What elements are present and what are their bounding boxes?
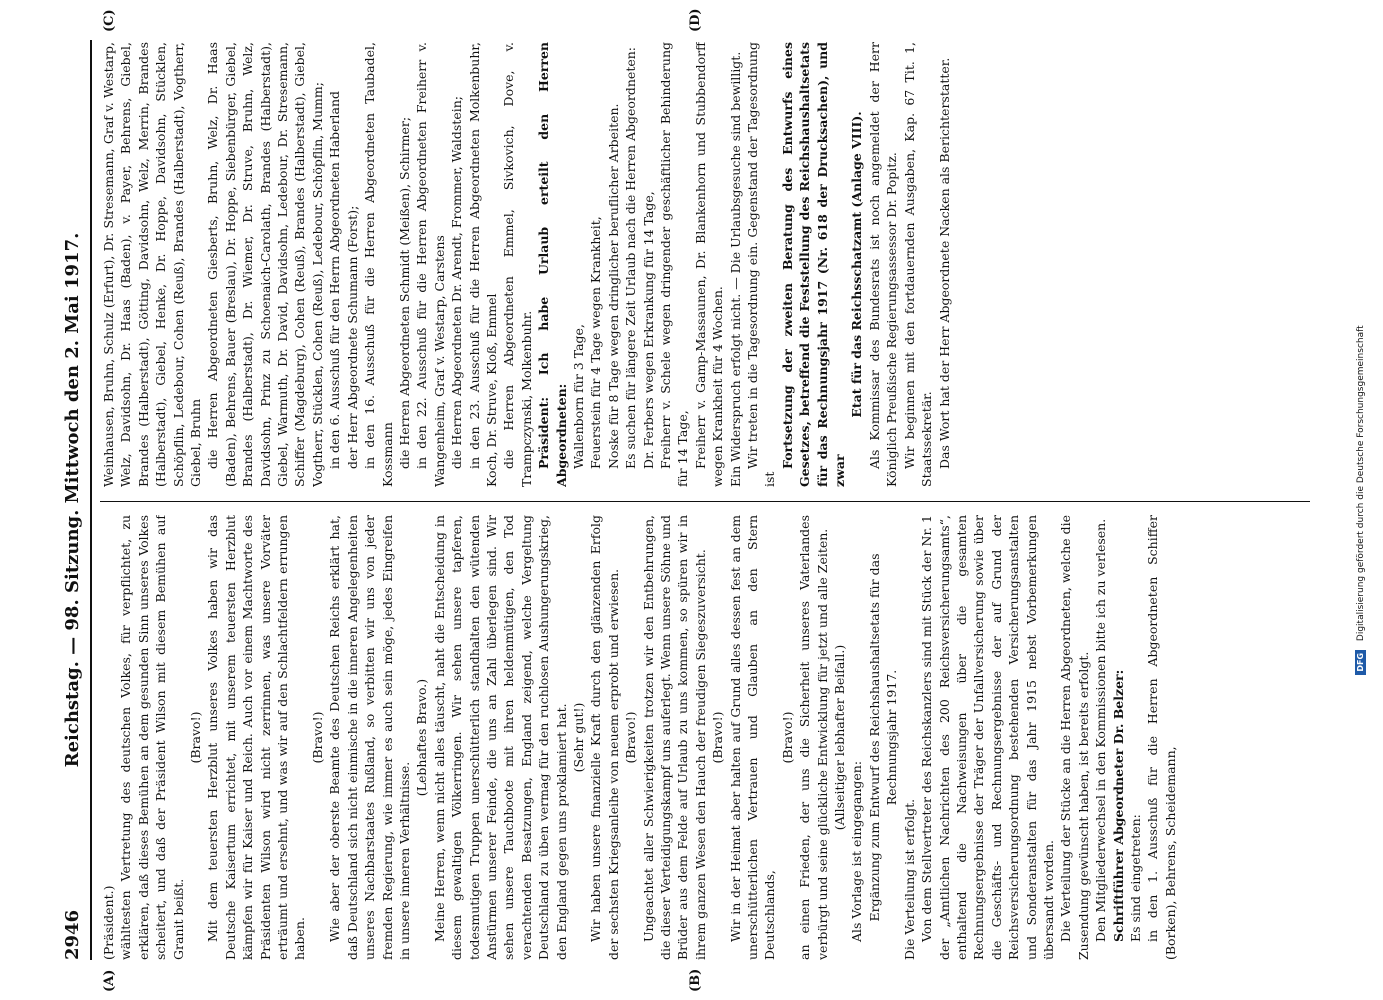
margin-mark-b: (B): [688, 968, 703, 992]
left-column-paragraph: (Bravo!): [779, 711, 795, 764]
right-column-paragraph: Als Kommissar des Bundesrats ist noch angemeldet der Herr Königlich Preußische Regierungsassessor Dr. Popitz.: [866, 42, 900, 487]
left-column-paragraph: (Bravo!): [309, 711, 325, 764]
right-column-paragraph: Präsident: Ich habe Urlaub erteilt den Herren Abgeordneten:: [536, 42, 569, 487]
margin-mark-a: (A): [102, 969, 117, 992]
right-column-paragraph: Weinhausen, Bruhn, Schulz (Erfurt), Dr. Stresemann, Graf v. Westarp, Welz, Davidsohn, Dr. Haas (Baden), v. Payer, Behrens, Giebel, Brandes (Halberstadt), Götting, Davidsohn, Welz, Merrin, Brandes (Halberstadt), Giebel, Henke, Dr. Hoppe, Davidsohn, Stücklen, Schöpflin, Ledebour, Cohen (Reuß), Brandes (Halberstadt), Vogtherr, Giebel, Bruhn: [101, 42, 204, 487]
right-column-paragraph: Noske für 8 Tage wegen dringlicher beruflicher Arbeiten.: [605, 103, 621, 469]
left-column-paragraph: (Sehr gut!): [570, 702, 586, 773]
page-inner: [60, 8, 1322, 992]
left-column-paragraph: in den 1. Ausschuß für die Herren Abgeordneten Schiffer (Borken), Behrens, Scheidemann,: [1145, 515, 1178, 960]
right-column-paragraph: Etat für das Reichsschatzamt (Anlage VIII).: [849, 111, 865, 418]
left-column-paragraph: Den Mitgliederwechsel in den Kommissionen bitte ich zu verlesen.: [1093, 518, 1109, 942]
right-column-paragraph: die Herren Abgeordneten Dr. Arendt, Frommer, Waldstein;: [449, 96, 465, 469]
left-column-paragraph: (Präsident.): [101, 885, 116, 960]
right-column-paragraph: Freiherr v. Gamp-Massaunen, Dr. Blankenhorn und Stubbendorff wegen Krankheit für 4 Wochen.: [692, 42, 726, 487]
right-column-paragraph: der Herr Abgeordnete Schumann (Forst);: [344, 205, 360, 469]
left-column-paragraph: Ungeachtet aller Schwierigkeiten trotzen wir den Entbehrungen, die dieser Verteidigungskampf uns auferlegt. Wenn unsere Söhne und Brüder aus dem Felde auf Urlaub zu uns kommen, so spüren wir in ihrem ganzen Wesen den Hauch der freudigen Siegeszuversicht.: [640, 515, 708, 960]
right-column-paragraph: Wir beginnen mit den fortdauernden Ausgaben, Kap. 67 Tit. 1, Staatssekretär.: [901, 42, 935, 487]
right-column-paragraph: in den 16. Ausschuß für die Herren Abgeordneten Taubadel, Kossmann: [362, 42, 395, 487]
left-column-paragraph: Wir haben unsere finanzielle Kraft durch den glänzenden Erfolg der sechsten Kriegsanleihe von neuem erprobt und erwiesen.: [588, 515, 621, 960]
page-title: Reichstag. — 98. Sitzung. Mittwoch den 2. Mai 1917.: [62, 232, 83, 768]
left-column-paragraph: Ergänzung zum Entwurf des Reichshaushaltsetats für das Rechnungsjahr 1917.: [866, 553, 900, 922]
left-column-paragraph: (Bravo!): [623, 711, 639, 764]
left-column-paragraph: Meine Herren, wenn nicht alles täuscht, naht die Entscheidung in diesem gewaltigen Völkerringen. Wir sehen unsere tapferen, todesmutigen Truppen unerschütterlich standhalten den wütenden Anstürmen unserer Feinde, die uns an Zahl überlegen sind. Wir sehen unsere Tauchboote mit ihren heldenmütigen, den Tod verachtenden Besatzungen, England zeigend, welche Vergeltung Deutschland zu üben vermag für den ruchlosen Aushungerungskrieg, den England gegen uns proklamiert hat.: [431, 515, 569, 960]
left-column-paragraph: Als Vorlage ist eingegangen:: [849, 760, 865, 942]
digitization-credit: [1355, 40, 1366, 960]
left-column-paragraph: Wie aber der oberste Beamte des Deutschen Reichs erklärt hat, daß Deutschland sich nicht einmische in die inneren Angelegenheiten unseres Nachbarstaates Rußland, so verbitten wir uns von jeder fremden Regierung, wie immer es auch sein möge, jedes Eingreifen in unsere inneren Verhältnisse.: [327, 515, 412, 960]
right-column-paragraph: die Herren Abgeordneten Emmel, Sivkovich, Dove, v. Trampczynski, Molkenbuhr.: [501, 42, 534, 487]
left-column-paragraph: wähltesten Vertretung des deutschen Volkes, für verpflichtet, zu erklären, daß dieses Bemühen an dem gesunden Sinn unseres Volkes scheitert, und daß der Präsident Wilson mit diesem Bemühen auf Granit beißt.: [118, 515, 186, 960]
right-column: [100, 42, 1315, 487]
header-rule: [90, 40, 92, 960]
left-column-paragraph: Die Verteilung der Stücke an die Herren Abgeordneten, welche die Zusendung gewünscht haben, ist bereits erfolgt.: [1058, 515, 1091, 960]
left-column-paragraph: an einen Frieden, der uns die Sicherheit unseres Vaterlandes verbürgt und seine glückliche Entwicklung für jetzt und alle Zeiten.: [797, 515, 830, 960]
right-column-paragraph: Das Wort hat der Herr Abgeordnete Nacken als Berichterstatter.: [936, 57, 952, 469]
left-column-paragraph: (Bravo!): [188, 711, 204, 764]
dfg-logo: DFG: [1355, 650, 1366, 675]
left-column-paragraph: Mit dem teuersten Herzblut unseres Volkes haben wir das Deutsche Kaisertum errichtet, mit unserem teuersten Herzblut kämpfen wir für Kaiser und Reich. Auch vor einem Machtworte des Präsidenten Wilson wird nicht zerrinnen, was unsere Vorväter erträumt und ersehnt, und was wir auf den Schlachtfeldern errungen haben.: [205, 515, 308, 960]
left-column-paragraph: Von dem Stellvertreter des Reichskanzlers sind mit Stück der Nr. 1 der „Amtlichen Nachrichten des 200 Reichsversicherungsamts“, enthaltend die Nachweisungen über die gesamten Rechnungsergebnisse der Träger der Unfallversicherung sowie über die Geschäfts- und Rechnungsergebnisse der auf Grund der Reichsversicherungsordnung bestehenden Versicherungsanstalten und Sonderanstalten für das Jahr 1915 nebst Vorbemerkungen übersandt worden.: [919, 515, 1056, 960]
left-column-paragraph: (Lebhaftes Bravo.): [414, 678, 430, 797]
left-column-paragraph: Es sind eingetreten:: [1127, 814, 1143, 942]
page-number: 2946: [62, 909, 83, 960]
right-column-paragraph: in den 23. Ausschuß für die Herren Abgeordneten Molkenbuhr, Koch, Dr. Struve, Kloß, Emmel: [466, 42, 499, 487]
right-column-paragraph: Freiherr v. Schele wegen dringender geschäftlicher Behinderung für 14 Tage,: [658, 42, 691, 487]
right-column-paragraph: Wir treten in die Tagesordnung ein. Gegenstand der Tagesordnung ist: [745, 42, 778, 487]
right-column-paragraph: Wallenborn für 3 Tage,: [570, 324, 586, 469]
right-column-paragraph: Feuerstein für 4 Tage wegen Krankheit,: [588, 216, 604, 469]
column-divider: [100, 501, 1310, 502]
right-column-paragraph: Dr. Ferbers wegen Erkrankung für 14 Tage,: [640, 191, 656, 469]
right-column-paragraph: Fortsetzung der zweiten Beratung des Entwurfs eines Gesetzes, betreffend die Feststellung des Reichshaushaltsetats für das Rechnungsjahr 1917 (Nr. 618 der Drucksachen), und zwar: [779, 42, 848, 487]
right-column-paragraph: die Herren Abgeordneten Schmidt (Meißen), Schirmer;: [396, 116, 412, 469]
left-column-paragraph: Wir in der Heimat aber halten auf Grund alles dessen fest an dem unerschütterlichen Vertrauen und Glauben an den Stern Deutschlands,: [727, 515, 778, 960]
margin-mark-c: (C): [102, 9, 117, 32]
left-column-paragraph: (Allseitiger lebhafter Beifall.): [832, 644, 848, 831]
left-column-paragraph: Die Verteilung ist erfolgt.: [901, 798, 917, 960]
left-column-paragraph: (Bravo!): [710, 711, 726, 764]
left-column: [100, 515, 1315, 960]
right-column-paragraph: in den 22. Ausschuß für die Herren Abgeordneten Freiherr v. Wangenheim, Graf v. Westarp, Carstens: [414, 42, 447, 487]
margin-mark-d: (D): [688, 8, 703, 32]
credit-text: Digitalisierung gefördert durch die Deutsche Forschungsgemeinschaft: [1356, 325, 1366, 642]
right-column-paragraph: in den 6. Ausschuß für den Herrn Abgeordneten Haberland: [327, 90, 343, 469]
left-column-paragraph: Schriftführer Abgeordneter Dr. Belzer:: [1110, 669, 1126, 942]
right-column-paragraph: Es suchen für längere Zeit Urlaub nach die Herren Abgeordneten:: [623, 46, 639, 469]
right-column-paragraph: die Herren Abgeordneten Giesberts, Bruhn, Welz, Dr. Haas (Baden), Behrens, Bauer (Breslau), Dr. Hoppe, Siebenbürger, Giebel, Brandes (Halberstadt), Dr. Wiemer, Dr. Struve, Bruhn, Welz, Davidsohn, Prinz zu Schoenaich-Carolath, Brandes (Halberstadt), Giebel, Warmuth, Dr. David, Davidsohn, Ledebour, Dr. Stresemann, Schiffer (Magdeburg), Cohen (Reuß), Brandes (Halberstadt), Giebel, Vogtherr, Stücklen, Cohen (Reuß), Ledebour, Schöpflin, Mumm;: [205, 42, 325, 487]
right-column-paragraph: Ein Widerspruch erfolgt nicht. — Die Urlaubsgesuche sind bewilligt.: [727, 51, 743, 487]
page-header: [60, 40, 88, 960]
